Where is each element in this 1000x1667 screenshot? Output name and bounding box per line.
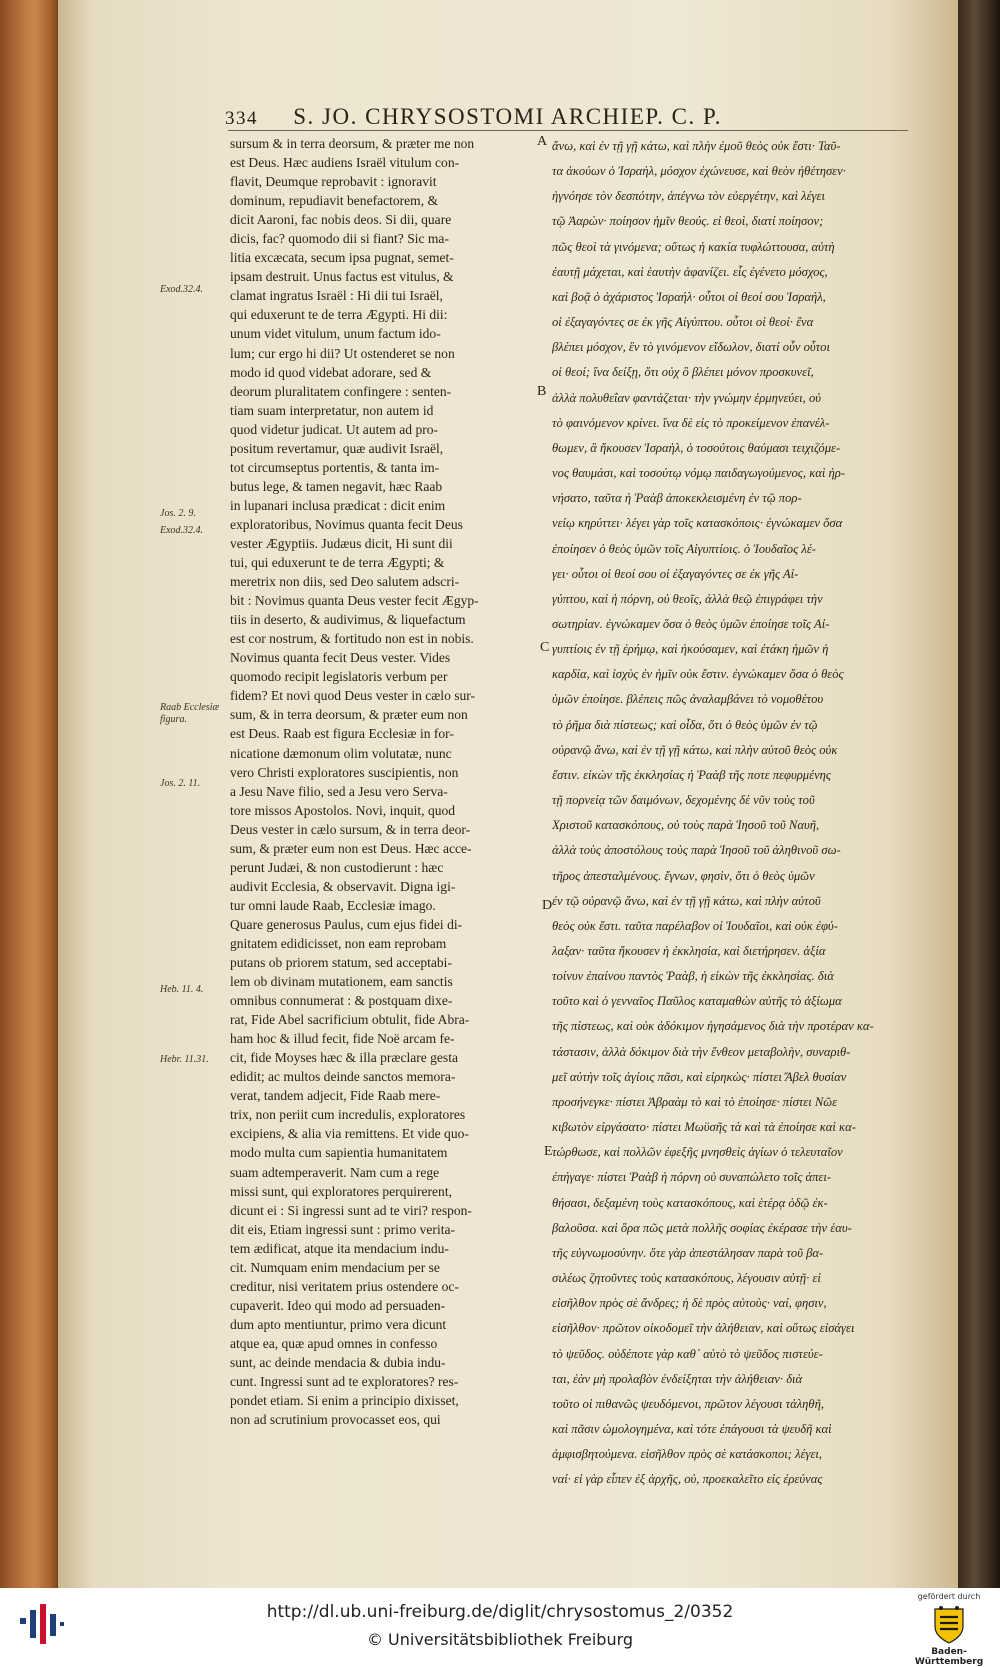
greek-text-line: νος θαυμάσι, καὶ τοσούτῳ νόμῳ παιδαγωγούμενος, καὶ ἠρ- <box>552 466 845 481</box>
greek-text-line: τῇ πορνείᾳ τῶν δαιμόνων, δεχομένης δὲ νῦν τοὺς τοῦ <box>552 793 815 808</box>
greek-text-line: ἑαυτῇ μάχεται, καὶ ἑαυτὴν ἀφανίζει. εἷς ἐγένετο μόσχος, <box>552 264 828 279</box>
section-mark-b: B <box>537 384 547 399</box>
greek-text-line: ὑμῶν ἐποίησε. βλέπεις πῶς ἀναλαμβάνει τὸ νομοθέτου <box>552 692 824 707</box>
greek-text-line: νήσατο, ταῦτα ἡ Ῥαὰβ ἀποκεκλεισμένη ἐν τῷ πορ- <box>552 491 802 506</box>
latin-text-line: a Jesu Nave filio, sed a Jesu vero Serva- <box>230 783 448 799</box>
latin-text-line: qui eduxerunt te de terra Ægypti. Hi dii: <box>230 307 448 323</box>
greek-text-line: τοῦτο καὶ ὁ γενναῖος Παῦλος καταμαθὼν αὐτῆς τὸ ἀξίωμα <box>552 994 842 1009</box>
latin-text-line: sunt, ac deinde mendacia & dubia indu- <box>230 1355 446 1370</box>
latin-text-line: flavit, Deumque reprobavit : ignoravit <box>230 174 437 190</box>
greek-text-line: ἀλλὰ πολυθεΐαν φαντάζεται· τὴν γνώμην ἑρμηνεύει, οὐ <box>552 390 822 405</box>
latin-text-line: fidem? Et novi quod Deus vester in cælo sur- <box>230 688 476 704</box>
latin-text-line: omnibus connumerat : & postquam dixe- <box>230 993 453 1009</box>
latin-text-line: dicit Aaroni, fac nobis deos. Si dii, quare <box>230 212 452 228</box>
latin-text-line: in lupanari inclusa prædicat : dicit enim <box>230 497 446 513</box>
greek-text-line: οἱ θεοί; ἵνα δείξῃ, ὅτι οὐχ ὃ βλέπει μόνον προσκυνεῖ, <box>552 365 814 380</box>
latin-text-line: modo multa cum sapientia humanitatem <box>230 1145 448 1161</box>
greek-text-line: τοῦτο οἱ πιθανῶς ψευδόμενοι, πρῶτον λέγουσι τἀληθῆ, <box>552 1396 825 1411</box>
margin-note: Raab Ecclesiæ figura. <box>160 702 220 725</box>
greek-text-line: τάστασιν, ἀλλὰ δόκιμον διὰ τὴν ἔνθεον μεταβολὴν, συναριθ- <box>552 1044 851 1059</box>
section-mark-d: D <box>542 898 553 913</box>
latin-text-line: Novimus quanta fecit Deus vester. Vides <box>230 650 451 666</box>
greek-text-line: θωμεν, ἃ ἤκουσεν Ἰσραὴλ, ὁ τοσούτοις θαύμασι τειχιζόμε- <box>552 440 841 455</box>
greek-text-line: εἰσῆλθον· πρῶτον οἰκοδομεῖ τὴν ἀλήθειαν, καὶ οὕτως εἰσάγει <box>552 1321 855 1336</box>
latin-text-line: sursum & in terra deorsum, & præter me non <box>230 136 475 151</box>
latin-text-line: perunt Judæi, & non custodierunt : hæc <box>230 859 444 875</box>
viewer-footer <box>0 1588 1000 1667</box>
latin-text-line: positum revertamur, quæ audivit Israël, <box>230 440 444 456</box>
latin-text-line: quomodo recipit legislatoris verbum per <box>230 669 448 685</box>
latin-text-line: cit. Numquam enim mendacium per se <box>230 1259 440 1275</box>
latin-text-line: ipsam destruit. Unus factus est vitulus, & <box>230 269 454 285</box>
latin-text-line: cit, fide Moyses hæc & illa præclare gesta <box>230 1050 458 1066</box>
latin-text-line: rat, Fide Abel sacrificium obtulit, fide Abra- <box>230 1012 470 1028</box>
latin-text-line: est Deus. Hæc audiens Israël vitulum con- <box>230 155 460 171</box>
latin-text-line: lem ob divinam mutationem, eam sanctis <box>230 974 453 990</box>
latin-text-line: verat, tandem adjecit, Fide Raab mere- <box>230 1088 441 1104</box>
funder-name: Baden-Württemberg <box>914 1647 984 1667</box>
greek-text-line: βλέπει μόσχον, ἓν τὸ γινόμενον εἴδωλον, διατί οὖν οὗτοι <box>552 340 830 355</box>
latin-text-line: ham hoc & illud fecit, fide Noë arcam fe- <box>230 1031 455 1047</box>
section-mark-a: A <box>537 134 548 149</box>
margin-note: Exod.32.4. <box>160 284 204 295</box>
funder-label: gefördert durch <box>917 1592 981 1601</box>
greek-text-line: θήσασι, δεξαμένη τοὺς κατασκόπους, καὶ ἑτέρᾳ ὁδῷ ἐκ- <box>552 1195 828 1210</box>
greek-text-line: ται, ἐὰν μὴ προλαβὸν ἐνδείξηται τὴν ἀλήθειαν· διὰ <box>552 1371 803 1386</box>
section-mark-c: C <box>540 640 550 655</box>
latin-text-line: deorum pluralitatem confingere : senten- <box>230 383 452 399</box>
greek-text-line: εἰσῆλθον πρὸς σὲ ἄνδρες; ἡ δὲ πρὸς αὐτοὺς· ναί, φησιν, <box>552 1296 827 1311</box>
latin-text-line: unum videt vitulum, unum factum ido- <box>230 326 441 342</box>
margin-note: Jos. 2. 11. <box>160 778 201 789</box>
latin-text-line: edidit; ac multos deinde sanctos memora- <box>230 1069 456 1085</box>
latin-text-line: quod videtur judicat. Ut autem ad pro- <box>230 421 439 437</box>
latin-text-line: clamat ingratus Israël : Hi dii tui Israël, <box>230 288 443 304</box>
greek-text-line: τῆρος ἀπεσταλμένους. ἔγνων, φησὶν, ὅτι ὁ θεὸς ὑμῶν <box>552 868 815 883</box>
greek-text-line: γει· οὗτοι οἱ θεοί σου οἱ ἐξαγαγόντες σε ἐκ γῆς Αἰ- <box>552 566 799 581</box>
latin-text-line: modo id quod videbat adorare, sed & <box>230 364 432 380</box>
greek-text-line: τοίνυν ἐπαίνου παντὸς Ῥαὰβ, ἡ εἰκὼν τῆς ἐκκλησίας. διὰ <box>552 969 834 984</box>
greek-text-line: ἔστιν. εἰκὼν τῆς ἐκκλησίας ἡ Ῥαὰβ τῆς ποτε πεφυρμένης <box>552 767 832 782</box>
greek-text-line: τα ἀκούων ὁ Ἰσραὴλ, μόσχον ἐχώνευσε, καὶ θεὸν ἠθέτησεν· <box>552 164 846 179</box>
latin-text-line: tore missos Apostolos. Novi, inquit, quod <box>230 802 456 818</box>
latin-text-line: sum, & præter eum non est Deus. Hæc acce- <box>230 840 472 856</box>
latin-text-line: non ad scrutinium provocasset eos, qui <box>230 1412 441 1428</box>
latin-text-line: Deus vester in cælo sursum, & in terra deor- <box>230 821 471 837</box>
latin-text-line: tiis in deserto, & audivimus, & liquefactum <box>230 612 466 628</box>
latin-text-line: audivit Ecclesia, & observavit. Digna igi- <box>230 878 456 894</box>
coat-of-arms-icon <box>932 1605 966 1645</box>
greek-text-line: τὸ ῥῆμα διὰ πίστεως; καὶ οἶδα, ὅτι ὁ θεὸς ὑμῶν ἐν τῷ <box>552 717 818 732</box>
funder-credit <box>904 1592 994 1667</box>
greek-text-line: ναί· εἰ γὰρ εἶπεν ἐξ ἀρχῆς, οὐ, προεκαλεῖτο εἰς ἐρεύνας <box>552 1472 823 1487</box>
greek-text-line: ἄνω, καὶ ἐν τῇ γῇ κάτω, καὶ πλὴν ἐμοῦ θεὸς οὐκ ἔστι· Ταῦ- <box>552 139 841 153</box>
greek-text-line: τὸ ψεῦδος. οὐδέποτε γὰρ καθ᾽ αὑτὸ τὸ ψεῦδος πιστεύε- <box>552 1346 823 1361</box>
latin-text-line: missi sunt, qui exploratores perquirerent, <box>230 1183 452 1199</box>
greek-text-line: ἠγνόησε τὸν δεσπότην, ἀπέγνω τὸν εὐεργέτην, καὶ λέγει <box>552 189 825 204</box>
latin-text-line: dicis, fac? quomodo dii si fiant? Sic ma- <box>230 231 449 247</box>
greek-text-line: ἐποίησεν ὁ θεὸς ὑμῶν τοῖς Αἰγυπτίοις. ὁ Ἰουδαῖος λέ- <box>552 541 816 556</box>
greek-text-line: τῆς εὐγνωμοσύνην. ὅτε γὰρ ἀπεστάλησαν παρὰ τοῦ βα- <box>552 1245 824 1260</box>
latin-column <box>230 134 542 1429</box>
greek-text-line: τὸ φαινόμενον κρίνει. ἵνα δὲ εἰς τὸ προκείμενον ἐπανέλ- <box>552 415 830 430</box>
latin-text-line: vero Christi exploratores suscipientis, non <box>230 764 459 780</box>
latin-text-line: cunt. Ingressi sunt ad te exploratores? res- <box>230 1374 459 1390</box>
latin-text-line: dominum, repudiavit benefactorem, & <box>230 193 439 209</box>
latin-text-line: tur omni laude Raab, Ecclesiæ imago. <box>230 897 436 913</box>
greek-text-line: τῆς πίστεως, καὶ οὐκ ἀδόκιμον ἡγησάμενος διὰ τὴν προτέραν κα- <box>552 1019 874 1034</box>
latin-text-line: putans ob priorem statum, sed acceptabi- <box>230 955 452 971</box>
greek-text-line: τῷ Ἀαρὼν· ποίησον ἡμῖν θεούς. εἰ θεοὶ, διατί ποίησον; <box>552 214 824 229</box>
greek-text-line: θεὸς οὐκ ἔστι. ταῦτα παρέλαβον οἱ Ἰουδαῖοι, καὶ οὐκ ἐφύ- <box>552 918 838 933</box>
greek-text-line: μεῖ αὐτὴν τοῖς ἁγίοις πᾶσι, καὶ εἰρηκὼς· πίστει Ἄβελ θυσίαν <box>552 1069 847 1084</box>
page-title: S. JO. CHRYSOSTOMI ARCHIEP. C. P. <box>293 104 722 129</box>
latin-text-line: vester Ægyptiis. Judæus dicit, Hi sunt dii <box>230 535 453 551</box>
greek-column <box>552 134 912 1492</box>
section-mark-e: E <box>544 1144 553 1159</box>
greek-text-line: σωτηρίαν. ἐγνώκαμεν ὅσα ὁ θεὸς ὑμῶν ἐποίησε τοῖς Αἰ- <box>552 616 830 631</box>
greek-text-line: καρδία, καὶ ἰσχὺς ἐν ἡμῖν οὐκ ἔστιν. ἐγνώκαμεν ὅσα ὁ θεὸς <box>552 667 844 682</box>
page-edge <box>958 0 1000 1588</box>
greek-text-line: νείῳ κηρύττει· λέγει γὰρ τοῖς κατασκόποις· ἐγνώκαμεν ὅσα <box>552 516 843 531</box>
latin-text-line: tem ædificat, atque ita mendacium indu- <box>230 1240 449 1256</box>
book-binding <box>0 0 62 1588</box>
latin-text-line: sum, & in terra deorsum, & præter eum non <box>230 707 468 723</box>
greek-text-line: λαξαν· ταῦτα ἤκουσεν ἡ ἐκκλησία, καὶ διετήρησεν. ἀξία <box>552 944 826 958</box>
greek-text-line: οὐρανῷ ἄνω, καὶ ἐν τῇ γῇ κάτω, καὶ πλὴν αὐτοῦ θεὸς οὐκ <box>552 742 838 757</box>
greek-text-line: σιλέως ζητοῦντες τοὺς κατασκόπους, λέγουσιν αὐτῇ· εἰ <box>552 1271 821 1286</box>
margin-note: Exod.32.4. <box>160 525 204 536</box>
latin-text-line: est cor nostrum, & fortitudo non est in nobis. <box>230 631 474 647</box>
greek-text-line: ἀμφισβητούμενα. εἰσῆλθον πρὸς σὲ κατάσκοποι; λέγει, <box>552 1447 823 1462</box>
greek-text-line: τώρθωσε, καὶ πολλῶν ἐφεξῆς μνησθεὶς ἁγίων ὁ τελευταῖον <box>552 1145 843 1160</box>
margin-note: Jos. 2. 9. <box>160 508 196 519</box>
page-number: 334 <box>225 108 258 129</box>
latin-text-line: Quare generosus Paulus, cum ejus fidei di- <box>230 916 463 932</box>
latin-text-line: suam adtemperaverit. Nam cum a rege <box>230 1164 440 1180</box>
source-url-link[interactable]: http://dl.ub.uni-freiburg.de/diglit/chrysostomus_2/0352 <box>266 1602 734 1622</box>
latin-text-line: butus lege, & tamen negavit, hæc Raab <box>230 478 443 494</box>
greek-text-line: κιβωτὸν εἰργάσατο· πίστει Μωϋσῆς τὰ καὶ τὰ ἐποίησε καὶ κα- <box>552 1120 856 1135</box>
greek-text-line: ἐπήγαγε· πίστει Ῥαὰβ ἡ πόρνη οὐ συναπώλετο τοῖς ἀπει- <box>552 1170 832 1185</box>
latin-text-line: creditur, nisi veritatem prius ostendere oc- <box>230 1278 459 1294</box>
latin-text-line: nicatione dæmonum olim volutatæ, nunc <box>230 745 452 761</box>
greek-text-line: καὶ βοᾷ ὁ ἀχάριστος Ἰσραήλ· οὗτοι οἱ θεοί σου Ἰσραήλ, <box>552 289 826 304</box>
latin-text-line: meretrix non diis, sed Deo salutem adscri- <box>230 574 460 590</box>
latin-text-line: dicunt ei : Si ingressi sunt ad te viri? respon- <box>230 1202 472 1218</box>
greek-text-line: γύπτου, καὶ ἡ πόρνη, οὐ θεοῖς, ἀλλὰ θεῷ ἐπιγράφει τὴν <box>552 591 823 606</box>
running-head <box>225 104 785 130</box>
margin-note: Heb. 11. 4. <box>160 984 204 995</box>
latin-text-line: est Deus. Raab est figura Ecclesiæ in for- <box>230 726 454 742</box>
latin-text-line: litia excæcata, secum ipsa pugnat, semet- <box>230 250 454 266</box>
latin-text-line: dit eis, Etiam ingressi sunt : primo verita- <box>230 1221 455 1237</box>
greek-text-line: οἱ ἐξαγαγόντες σε ἐκ γῆς Αἰγύπτου. οὗτοι οἱ θεοί· ἕνα <box>552 315 814 330</box>
latin-text-line: atque ea, quæ apud omnes in confesso <box>230 1335 438 1351</box>
latin-text-line: tot circumseptus portentis, & tanta im- <box>230 459 440 475</box>
latin-text-line: tui, qui eduxerunt te de terra Ægypti; & <box>230 555 445 571</box>
greek-text-line: προσήνεγκε· πίστει Ἀβραὰμ τὸ καὶ τὸ ἐποίησε· πίστει Νῶε <box>552 1094 838 1109</box>
latin-text-line: exploratoribus, Novimus quanta fecit Deus <box>230 516 463 532</box>
greek-text-line: βαλοῦσα. καὶ ὅρα πῶς μετὰ πολλῆς σοφίας ἐκέρασε τὴν ἑαυ- <box>552 1220 852 1235</box>
greek-text-line: καὶ πᾶσιν ὡμολογημένα, καὶ τότε ἐπάγουσι τὰ ψευδῆ καὶ <box>552 1421 832 1436</box>
latin-text-line: pondet etiam. Si enim a principio dixisset, <box>230 1393 459 1409</box>
latin-text-line: excipiens, & alia via remittens. Et vide quo- <box>230 1126 469 1142</box>
latin-text-line: dum apto mentiuntur, primo vera dicunt <box>230 1316 447 1332</box>
latin-text-line: gnitatem edidicisset, non eam reprobam <box>230 935 447 951</box>
latin-text-line: cupaverit. Ideo qui modo ad persuaden- <box>230 1297 446 1313</box>
greek-text-line: Χριστοῦ κατασκόπους, οὐ τοὺς παρὰ Ἰησοῦ τοῦ Ναυῆ, <box>552 818 820 833</box>
copyright-notice: © Universitätsbibliothek Freiburg <box>366 1630 634 1649</box>
latin-text-line: bit : Novimus quanta Deus vester fecit Ægyp- <box>230 593 479 609</box>
latin-text-line: tiam suam interpretatur, non autem id <box>230 402 434 418</box>
margin-note: Hebr. 11.31. <box>160 1054 209 1065</box>
greek-text-line: πῶς θεοὶ τὰ γινόμενα; οὕτως ἡ κακία τυφλώττουσα, αὐτὴ <box>552 239 835 254</box>
greek-text-line: γυπτίοις ἐν τῇ ἐρήμῳ, καὶ ἠκούσαμεν, καὶ ἐτάκη ἡμῶν ἡ <box>552 642 829 657</box>
latin-text-line: lum; cur ergo hi dii? Ut ostenderet se non <box>230 345 455 361</box>
greek-text-line: ἀλλὰ τοὺς ἀποστόλους τοὺς παρὰ Ἰησοῦ τοῦ ἀληθινοῦ σω- <box>552 843 841 858</box>
header-rule <box>228 130 908 131</box>
greek-text-line: ἐν τῷ οὐρανῷ ἄνω, καὶ ἐν τῇ γῇ κάτω, καὶ πλὴν αὐτοῦ <box>552 893 821 908</box>
latin-text-line: trix, non periit cum incredulis, exploratores <box>230 1107 466 1123</box>
